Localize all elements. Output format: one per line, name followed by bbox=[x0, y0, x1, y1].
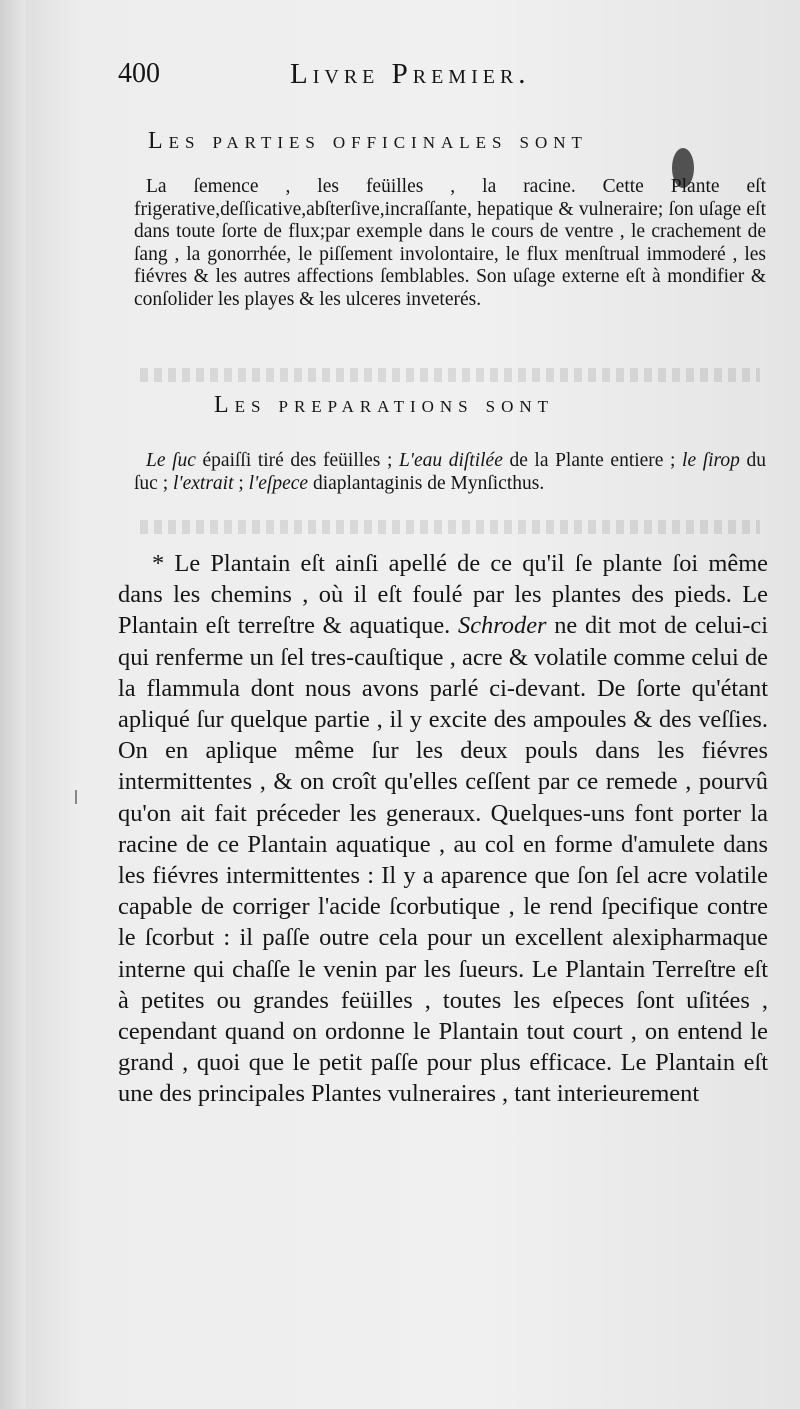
parties-paragraph-block bbox=[134, 176, 766, 311]
italic-span: l'extrait bbox=[173, 472, 234, 494]
parties-paragraph: La ſemence , les feüilles , la racine. Cette Plante eſt frigerative,deſſicative,abſterſive,incraſſante, hepatique & vulneraire; ſon uſage eſt dans toute ſorte de flux;par exemple dans le cours de ventre , le crachement de ſang , la gonorrhée, le piſſement involontaire, le flux menſtrual immoderé , les fiévres & les autres affections ſemblables. Son uſage externe eſt à mondifier & conſolider les playes & les ulceres inveterés. bbox=[134, 176, 766, 310]
text-span: ne dit mot de celui-ci qui renferme un ſel tres-cauſtique , acre & volatile comme celui de la flammula dont nous avons parlé ci-devant. De ſorte qu'étant apliqué ſur quelque partie , il y excite des ampoules & des veſſies. On en aplique même ſur les deux pouls dans les fiévres intermittentes , & on croît qu'elles ceſſent par ce remede , pourvû qu'on ait fait préceder les generaux. Quelques-uns font porter la racine de ce Plantain aquatique , au col en forme d'amulete dans les fiévres intermittentes : Il y a aparence que ſon ſel acre volatile capable de corriger l'acide ſcorbutique , le rend ſpecifique contre le ſcorbut : il paſſe outre cela pour un excellent alexipharmaque interne qui chaſſe le venin par les ſueurs. Le Plantain Terreſtre eſt à petites ou grandes feüilles , toutes les eſpeces ſont uſitées , cependant quand on ordonne le Plantain tout court , on entend le grand , quoi que le petit paſſe pour plus efficace. Le Plantain eſt une des principales Plantes vulneraires , tant interieurement bbox=[118, 612, 768, 1108]
bleed-through bbox=[140, 520, 760, 534]
text-span: diaplantaginis de Mynſicthus. bbox=[308, 472, 545, 494]
text-span: * Le Plantain eſt ainſi apellé de ce qu'il ſe plante ſoi même dans les chemins , où il eſt foulé par les plantes des pieds. Le Plantain eſt terreſtre & aquatique. bbox=[118, 550, 768, 640]
text-span: de la Plante entiere ; bbox=[502, 450, 683, 471]
section-heading-parties: Les parties officinales sont bbox=[148, 128, 588, 154]
main-text-block bbox=[118, 548, 768, 1110]
italic-span: Le ſuc bbox=[146, 450, 196, 471]
text-span: épaiſſi tiré des feüilles ; bbox=[195, 450, 399, 471]
margin-mark: ǀ bbox=[74, 787, 79, 809]
italic-span: L'eau diſtilée bbox=[398, 450, 503, 471]
preparations-paragraph bbox=[134, 450, 766, 495]
italic-span: l'eſpece bbox=[248, 472, 309, 494]
page-number: 400 bbox=[118, 58, 160, 89]
main-paragraph bbox=[118, 548, 768, 1110]
page-header bbox=[118, 58, 678, 98]
italic-span: Schroder bbox=[458, 612, 547, 640]
italic-span: le ſirop bbox=[682, 450, 740, 471]
text-span: du ſuc ; bbox=[134, 450, 766, 494]
page-gutter bbox=[0, 0, 26, 1409]
bleed-through bbox=[140, 368, 760, 382]
running-head: Livre Premier. bbox=[290, 58, 531, 90]
preparations-paragraph-block bbox=[134, 450, 766, 495]
text-span: ; bbox=[233, 472, 249, 494]
section-heading-preparations: Les preparations sont bbox=[214, 392, 555, 418]
